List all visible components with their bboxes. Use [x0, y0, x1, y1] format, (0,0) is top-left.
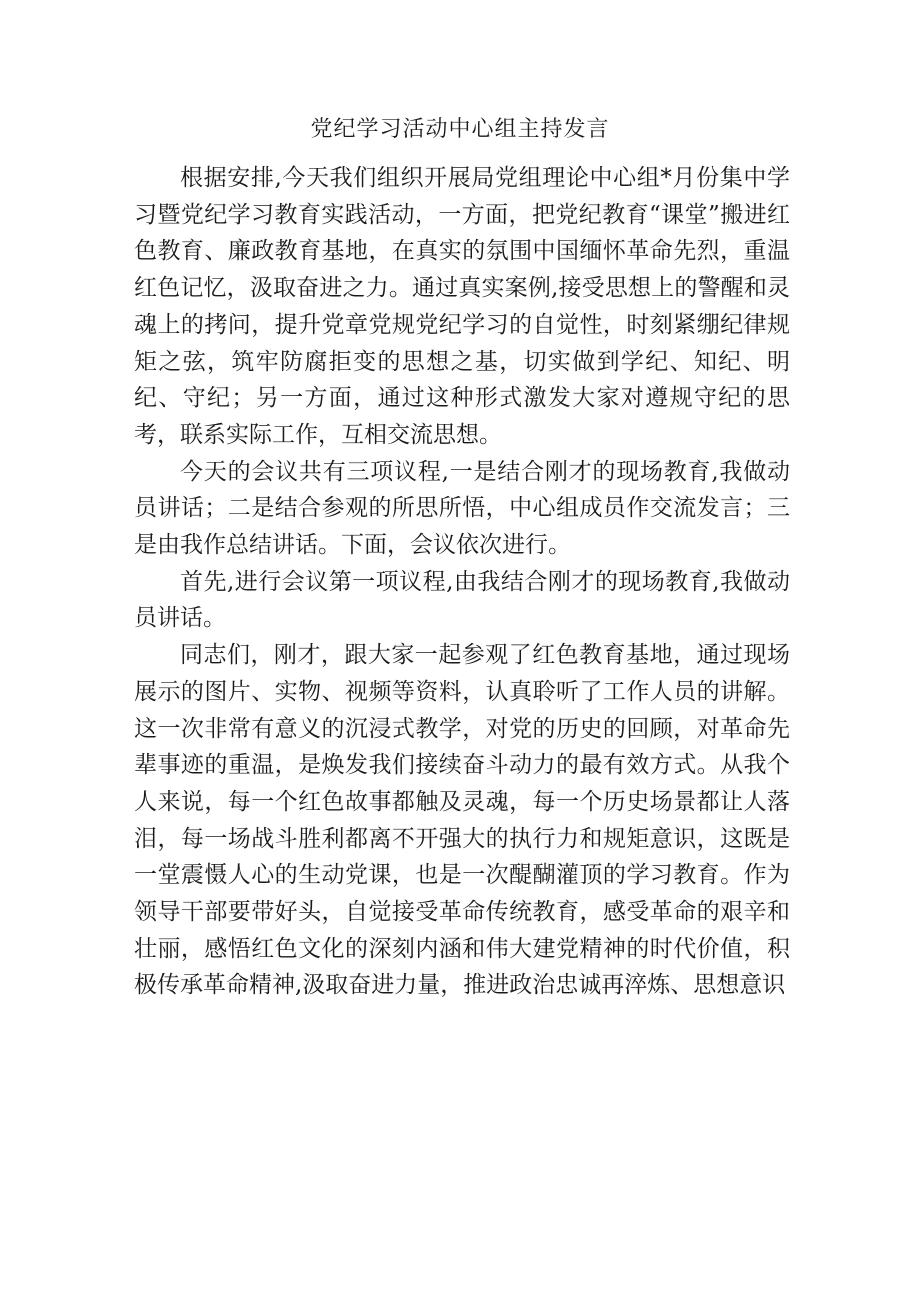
- document-body: [134, 160, 790, 1004]
- document-title: 党纪学习活动中心组主持发言: [310, 117, 610, 142]
- paragraph-1: 根据安排,今天我们组织开展局党组理论中心组*月份集中学习暨党纪学习教育实践活动，一方面，把党纪教育“课堂”搬进红色教育、廉政教育基地，在真实的氛围中国缅怀革命先烈，重温红色记忆，汲取奋进之力。通过真实案例,接受思想上的警醒和灵魂上的拷问，提升党章党规党纪学习的自觉性，时刻紧绷纪律规矩之弦，筑牢防腐拒变的思想之基，切实做到学纪、知纪、明纪、守纪；另一方面，通过这种形式激发大家对遵规守纪的思考，联系实际工作，互相交流思想。: [134, 165, 790, 448]
- paragraph-3: 首先,进行会议第一项议程,由我结合刚才的现场教育,我做动员讲话。: [134, 568, 790, 632]
- paragraph-2: 今天的会议共有三项议程,一是结合刚才的现场教育,我做动员讲话；二是结合参观的所思所悟，中心组成员作交流发言；三是由我作总结讲话。下面，会议依次进行。: [134, 458, 790, 559]
- paragraph-4: 同志们，刚才，跟大家一起参观了红色教育基地，通过现场展示的图片、实物、视频等资料，认真聆听了工作人员的讲解。这一次非常有意义的沉浸式教学，对党的历史的回顾，对革命先辈事迹的重温，是焕发我们接续奋斗动力的最有效方式。从我个人来说，每一个红色故事都触及灵魂，每一个历史场景都让人落泪，每一场战斗胜利都离不开强大的执行力和规矩意识，这既是一堂震慑人心的生动党课，也是一次醍醐灌顶的学习教育。作为领导干部要带好头，自觉接受革命传统教育，感受革命的艰辛和壮丽，感悟红色文化的深刻内涵和伟大建党精神的时代价值，积极传承革命精神,汲取奋进力量，推进政治忠诚再淬炼、思想意识: [134, 642, 790, 999]
